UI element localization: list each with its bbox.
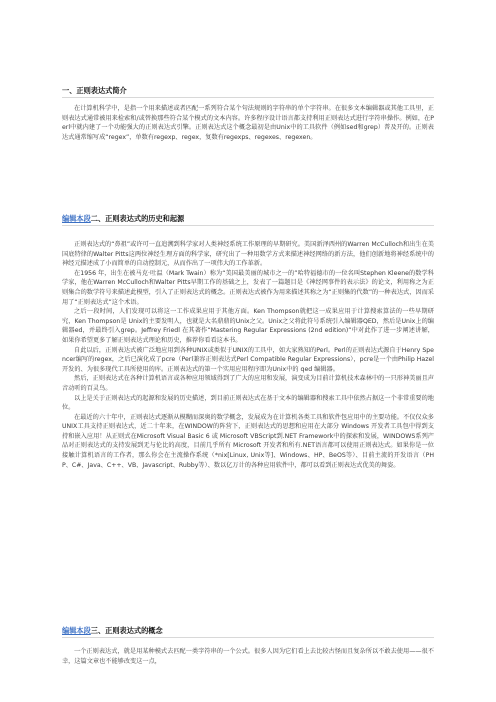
section-title: 三、正则表达式的概念 xyxy=(90,626,163,635)
paragraph: 在1956 年，出生在被马克·吐温（Mark Twain）称为“美国最美丽的城市之一的”哈特福德市的一位名叫Stephen Kleene的数学科学家，他在Warren McCulloch和Walter Pitts早期工作的基础之上，发表了一篇题目是《神经网事件的表示法》的论文，利用称之为正则集合的数学符号来描述此模型，引入了正则表达式的概念。正则表达式被作为用来描述其称之为“正则集的代数”的一种表达式，因而采用了“正则表达式”这个术语。 xyxy=(62,269,434,306)
section-body-intro xyxy=(62,104,434,142)
paragraph: 一个正则表达式，就是用某种模式去匹配一类字符串的一个公式。很多人因为它们看上去比较古怪而且复杂所以不敢去使用——很不幸，这篇文章也不能够改变这一点， xyxy=(62,648,434,665)
paragraph: 在最近的六十年中，正则表达式逐渐从模糊而深奥的数学概念，发展成为在计算机各类工具和软件包应用中的主要功能。不仅仅众多UNIX工具支持正则表达式，近二十年来，在WINDOW的阵营下，正则表达式的思想和应用在大部分 Windows 开发者工具包中得到支持和嵌入应用！从正则式在Microsoft Visual Basic 6 或 Microsoft VBScript到.NET Framework中的探索和发展，WINDOWS系列产品对正则表达式的支持发展到无与伦比的高度，目前几乎所有 Microsoft 开发者和所有.NET语言都可以使用正则表达式。如果你是一位接触计算机语言的工作者，那么你会在主流操作系统（*nix[Linux, Unix等]、Windows、HP、BeOS等）、目前主流的开发语言（PHP、C#、Java、C++、VB、Javascript、Rubby等）、数以亿万计的各种应用软件中，都可以看到正则表达式优美的舞姿。 xyxy=(62,413,434,469)
section-title: 二、正则表达式的历史和起源 xyxy=(90,214,185,223)
paragraph: 然后，正则表达式在各种计算机语言或各种应用领域得到了广大的应用和发展，演变成为目前计算机技术森林中的一只形神美丽且声音动听的百灵鸟。 xyxy=(62,375,434,392)
paragraph: 在计算机科学中，是指一个用来描述或者匹配一系列符合某个句法规则的字符串的单个字符串。在很多文本编辑器或其他工具里，正则表达式通常被用来检索和/或替换那些符合某个模式的文本内容。许多程序设计语言都支持利用正则表达式进行字符串操作。例如，在Perl中就内建了一个功能强大的正则表达式引擎。正则表达式这个概念最初是由Unix中的工具软件（例如sed和grep）普及开的。正则表达式通常缩写成“regex”，单数有regexp、regex，复数有regexps、regexes、regexen。 xyxy=(62,105,434,141)
section-title: 一、正则表达式简介 xyxy=(62,86,127,95)
edit-section-link[interactable]: 编辑本段 xyxy=(62,214,91,223)
section-body-concept xyxy=(62,647,434,666)
section-heading-intro xyxy=(62,86,434,98)
section-heading-concept xyxy=(62,626,434,638)
section-body-history xyxy=(62,240,434,470)
paragraph: 以上是关于正则表达式的起源和发展的历史描述，到目前正则表达式在基于文本的编辑器和搜索工具中依然占据这一个非常重要的地位。 xyxy=(62,394,434,412)
edit-section-link[interactable]: 编辑本段 xyxy=(62,626,91,635)
paragraph: 自此以后，正则表达式被广泛地应用到各种UNIX或类似于UNIX的工具中，如大家熟知的Perl。Perl的正则表达式源自于Henry Spencer编写的regex，之后已演化成了pcre（Perl兼容正则表达式Perl Compatible Regular Expressions），pcre是一个由Philip Hazel开发的、为很多现代工具所使用的库。正则表达式的第一个实用应用程序即为Unix中的 qed 编辑器。 xyxy=(62,346,434,373)
paragraph: 之后一段时间，人们发现可以将这一工作成果应用于其他方面。Ken Thompson就把这一成果应用于计算搜索算法的一些早期研究，Ken Thompson是 Unix的主要发明人，也就是大名鼎鼎的Unix之父。Unix之父将此符号系统引入编辑器QED，然后是Unix上的编辑器ed，并最终引入grep。Jeffrey Friedl 在其著作“Mastering Regular Expressions (2nd edition)”中对此作了进一步阐述讲解，如果你希望更多了解正则表达式理论和历史，推荐你看看这本书。 xyxy=(62,308,434,344)
section-heading-history xyxy=(62,214,434,226)
paragraph: 正则表达式的“鼻祖”或许可一直追溯到科学家对人类神经系统工作原理的早期研究。美国新泽西州的Warren McCulloch和出生在美国底特律的Walter Pitts这两位神经生理方面的科学家，研究出了一种用数学方式来描述神经网络的新方法，他们创新地将神经系统中的神经元描述成了小而简单的自动控制元，从而作出了一项伟大的工作革新。 xyxy=(62,241,434,268)
